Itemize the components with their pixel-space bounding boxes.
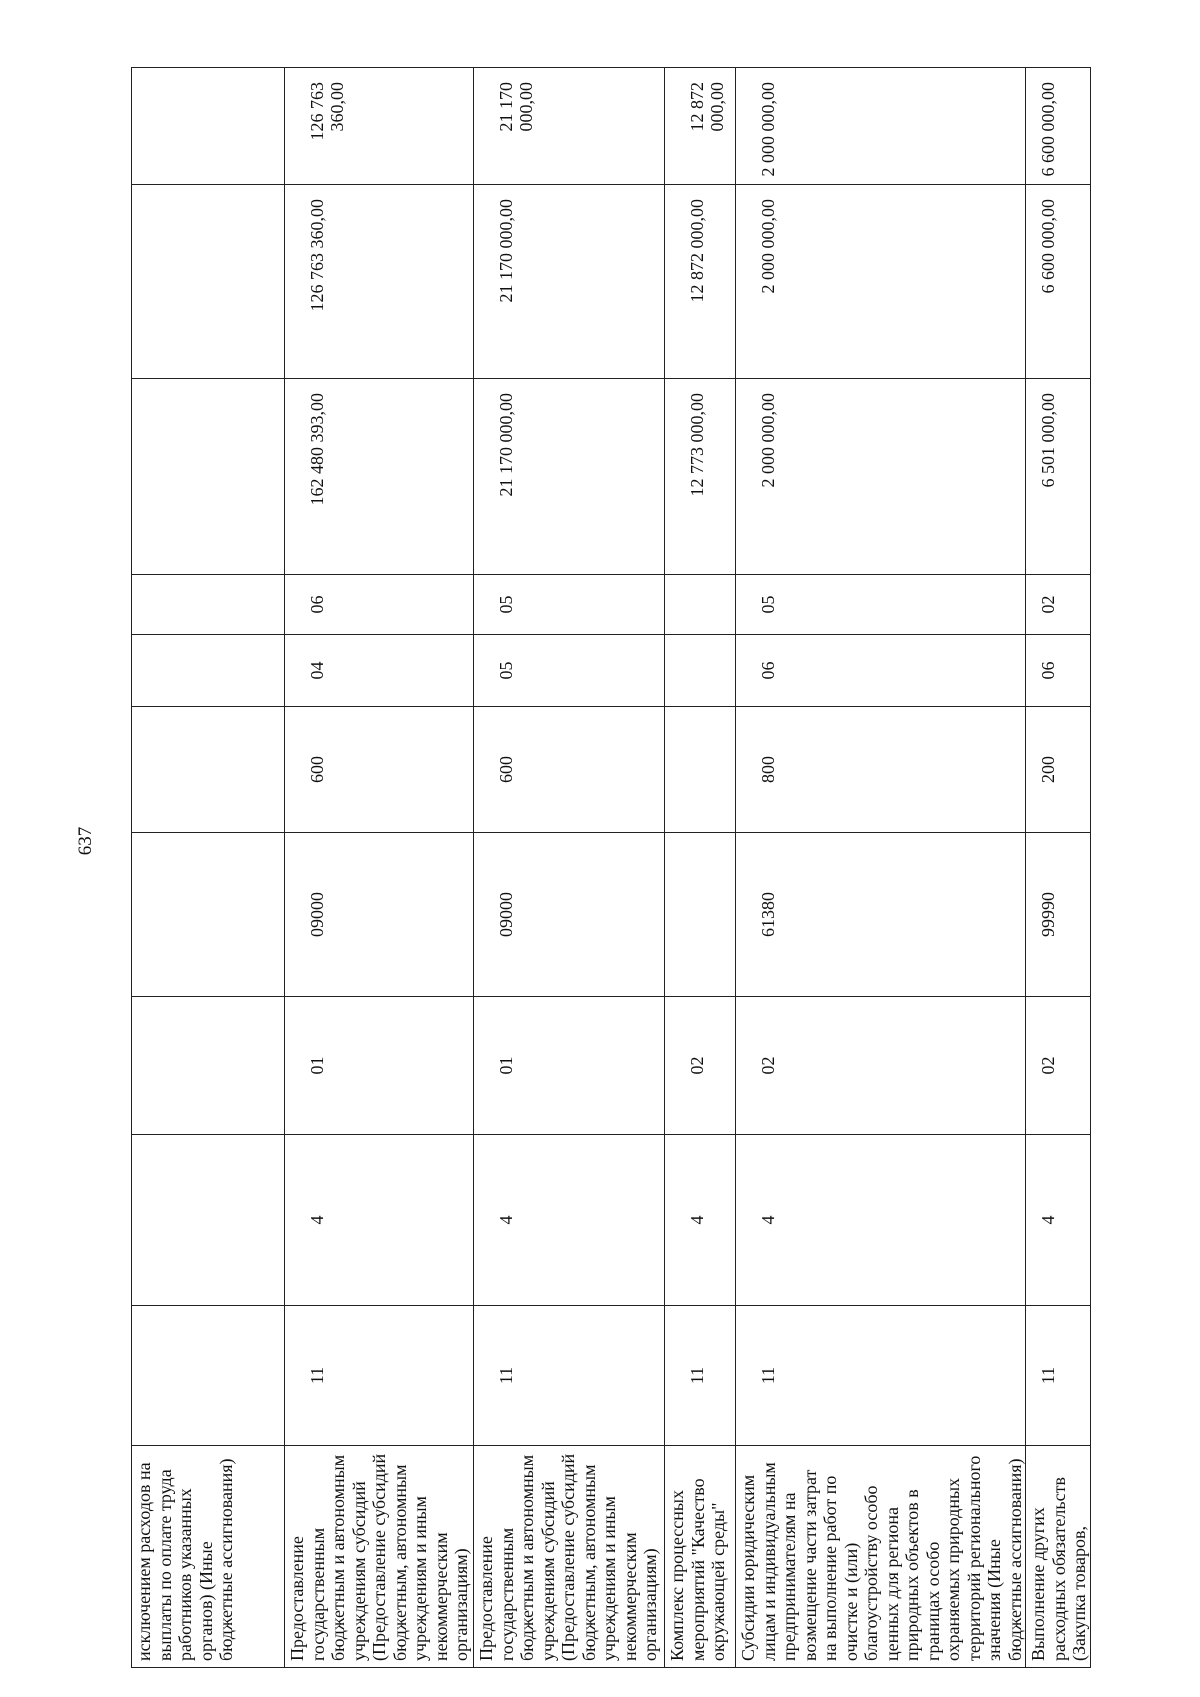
code-cell-7: 05 bbox=[736, 575, 1026, 635]
table-body bbox=[132, 68, 1091, 1668]
code-cell-2: 4 bbox=[285, 1135, 474, 1306]
code-cell-3 bbox=[132, 997, 285, 1135]
table-row bbox=[474, 68, 665, 1668]
code-cell-5: 800 bbox=[736, 707, 1026, 833]
row-description: Предоставление государственным бюджетным и автономным учреждениям субсидий (Предоставление субсидий бюджетным, автономным учреждениям и иным некоммерческим организациям) bbox=[474, 1446, 665, 1668]
amount-cell-3: 2 000 000,00 bbox=[736, 68, 1026, 185]
code-cell-3: 02 bbox=[665, 997, 736, 1135]
budget-table bbox=[131, 67, 1091, 1668]
code-cell-2: 4 bbox=[736, 1135, 1026, 1306]
table-row bbox=[285, 68, 474, 1668]
code-cell-5: 600 bbox=[285, 707, 474, 833]
page-number: 637 bbox=[75, 826, 96, 856]
code-cell-1: 11 bbox=[474, 1306, 665, 1446]
amount-cell-3: 6 600 000,00 bbox=[1026, 68, 1091, 185]
code-cell-7 bbox=[665, 575, 736, 635]
amount-cell-3: 12 872 000,00 bbox=[665, 68, 736, 185]
code-cell-3: 02 bbox=[736, 997, 1026, 1135]
amount-cell-3: 21 170 000,00 bbox=[474, 68, 665, 185]
amount-cell-1: 2 000 000,00 bbox=[736, 379, 1026, 575]
code-cell-5 bbox=[665, 707, 736, 833]
code-cell-5 bbox=[132, 707, 285, 833]
code-cell-6 bbox=[132, 635, 285, 707]
code-cell-5: 600 bbox=[474, 707, 665, 833]
code-cell-7: 05 bbox=[474, 575, 665, 635]
code-cell-3: 01 bbox=[285, 997, 474, 1135]
table-row bbox=[665, 68, 736, 1668]
code-cell-4: 09000 bbox=[474, 833, 665, 997]
amount-cell-1 bbox=[132, 379, 285, 575]
budget-table-rotated bbox=[131, 68, 1089, 1668]
row-description: исключением расходов на выплаты по оплате труда работников указанных органов) (Иные бюджетные ассигнования) bbox=[132, 1446, 285, 1668]
code-cell-2 bbox=[132, 1135, 285, 1306]
code-cell-2: 4 bbox=[1026, 1135, 1091, 1306]
code-cell-4 bbox=[665, 833, 736, 997]
code-cell-7 bbox=[132, 575, 285, 635]
amount-cell-2: 21 170 000,00 bbox=[474, 185, 665, 379]
code-cell-3: 01 bbox=[474, 997, 665, 1135]
code-cell-1: 11 bbox=[736, 1306, 1026, 1446]
code-cell-4 bbox=[132, 833, 285, 997]
code-cell-2: 4 bbox=[665, 1135, 736, 1306]
code-cell-6: 06 bbox=[1026, 635, 1091, 707]
code-cell-1: 11 bbox=[285, 1306, 474, 1446]
amount-cell-1: 12 773 000,00 bbox=[665, 379, 736, 575]
table-row bbox=[132, 68, 285, 1668]
amount-cell-1: 21 170 000,00 bbox=[474, 379, 665, 575]
code-cell-1: 11 bbox=[665, 1306, 736, 1446]
amount-cell-2: 126 763 360,00 bbox=[285, 185, 474, 379]
amount-cell-2: 12 872 000,00 bbox=[665, 185, 736, 379]
code-cell-6: 05 bbox=[474, 635, 665, 707]
amount-cell-1: 6 501 000,00 bbox=[1026, 379, 1091, 575]
code-cell-2: 4 bbox=[474, 1135, 665, 1306]
amount-cell-2 bbox=[132, 185, 285, 379]
code-cell-7: 02 bbox=[1026, 575, 1091, 635]
amount-cell-1: 162 480 393,00 bbox=[285, 379, 474, 575]
code-cell-7: 06 bbox=[285, 575, 474, 635]
table-row bbox=[736, 68, 1026, 1668]
row-description: Субсидии юридическим лицам и индивидуальным предпринимателям на возмещение части затрат на выполнение работ по очистке и (или) благоустройству особо ценных для региона природных объектов в границах особо охраняемых природных территорий регионального значения (Иные бюджетные ассигнования) bbox=[736, 1446, 1026, 1668]
row-description: Выполнение других расходных обязательств (Закупка товаров, bbox=[1026, 1446, 1091, 1668]
code-cell-6: 06 bbox=[736, 635, 1026, 707]
row-description: Комплекс процессных мероприятий "Качество окружающей среды" bbox=[665, 1446, 736, 1668]
code-cell-4: 61380 bbox=[736, 833, 1026, 997]
code-cell-6: 04 bbox=[285, 635, 474, 707]
table-row bbox=[1026, 68, 1091, 1668]
code-cell-4: 99990 bbox=[1026, 833, 1091, 997]
code-cell-4: 09000 bbox=[285, 833, 474, 997]
code-cell-6 bbox=[665, 635, 736, 707]
code-cell-1: 11 bbox=[1026, 1306, 1091, 1446]
code-cell-5: 200 bbox=[1026, 707, 1091, 833]
code-cell-3: 02 bbox=[1026, 997, 1091, 1135]
row-description: Предоставление государственным бюджетным и автономным учреждениям субсидий (Предоставление субсидий бюджетным, автономным учреждениям и иным некоммерческим организациям) bbox=[285, 1446, 474, 1668]
amount-cell-2: 6 600 000,00 bbox=[1026, 185, 1091, 379]
code-cell-1 bbox=[132, 1306, 285, 1446]
amount-cell-2: 2 000 000,00 bbox=[736, 185, 1026, 379]
amount-cell-3: 126 763 360,00 bbox=[285, 68, 474, 185]
amount-cell-3 bbox=[132, 68, 285, 185]
